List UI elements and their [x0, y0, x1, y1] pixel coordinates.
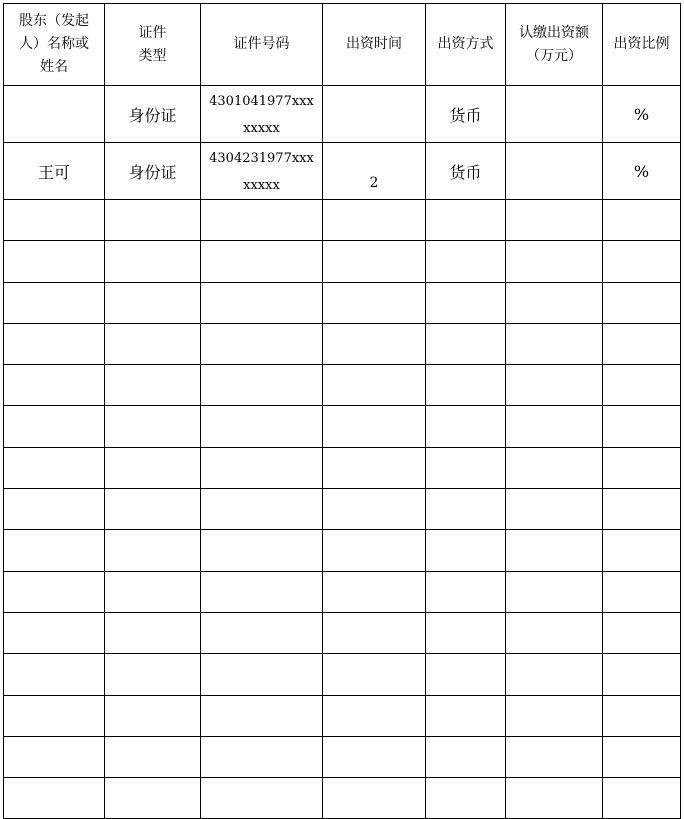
cell-contribution-method — [426, 654, 506, 695]
header-line: 人）名称或 — [19, 36, 89, 52]
cell-id-type — [105, 282, 201, 323]
empty-table-row — [4, 654, 681, 695]
table-row — [4, 86, 681, 143]
header-line: 股东（发起 — [19, 13, 89, 29]
empty-table-row — [4, 736, 681, 777]
cell-shareholder-name — [4, 241, 105, 282]
cell-contribution-time — [323, 365, 426, 406]
cell-contribution-method — [426, 612, 506, 653]
empty-table-row — [4, 323, 681, 364]
empty-table-row — [4, 695, 681, 736]
cell-contribution-time — [323, 695, 426, 736]
cell-id-number — [201, 778, 323, 819]
cell-contribution-method — [426, 778, 506, 819]
header-row — [4, 4, 681, 86]
cell-subscribed-amount — [506, 695, 603, 736]
cell-contribution-method: 货币 — [426, 143, 506, 200]
cell-contribution-ratio — [603, 612, 681, 653]
empty-table-row — [4, 241, 681, 282]
cell-contribution-ratio — [603, 323, 681, 364]
cell-id-number — [201, 200, 323, 241]
cell-contribution-time — [323, 282, 426, 323]
cell-subscribed-amount — [506, 612, 603, 653]
header-line: 认缴出资额 — [519, 24, 589, 41]
cell-id-number — [201, 612, 323, 653]
cell-contribution-ratio — [603, 365, 681, 406]
cell-id-number — [201, 323, 323, 364]
cell-id-number — [201, 489, 323, 530]
cell-subscribed-amount — [506, 241, 603, 282]
cell-contribution-time — [323, 447, 426, 488]
header-contribution-method: 出资方式 — [426, 4, 506, 86]
header-line: （万元） — [526, 47, 582, 64]
cell-shareholder-name — [4, 323, 105, 364]
cell-contribution-ratio — [603, 571, 681, 612]
cell-subscribed-amount — [506, 571, 603, 612]
cell-shareholder-name: 王可 — [4, 143, 105, 200]
cell-id-type — [105, 241, 201, 282]
cell-contribution-time — [323, 489, 426, 530]
cell-subscribed-amount — [506, 489, 603, 530]
cell-id-type: 身份证 — [105, 86, 201, 143]
cell-contribution-method — [426, 241, 506, 282]
cell-id-type — [105, 654, 201, 695]
cell-subscribed-amount — [506, 778, 603, 819]
cell-contribution-time — [323, 778, 426, 819]
cell-id-type — [105, 571, 201, 612]
empty-table-row — [4, 365, 681, 406]
cell-contribution-ratio — [603, 530, 681, 571]
table-row — [4, 143, 681, 200]
cell-id-number — [201, 86, 323, 143]
cell-contribution-method — [426, 365, 506, 406]
cell-contribution-ratio — [603, 778, 681, 819]
empty-table-row — [4, 282, 681, 323]
empty-table-row — [4, 612, 681, 653]
cell-contribution-method — [426, 323, 506, 364]
shareholder-contribution-table — [3, 3, 681, 819]
cell-contribution-method: 货币 — [426, 86, 506, 143]
cell-contribution-time: 2 — [323, 143, 426, 200]
header-subscribed-amount — [506, 4, 603, 86]
cell-id-number — [201, 736, 323, 777]
empty-table-row — [4, 489, 681, 530]
cell-contribution-ratio — [603, 489, 681, 530]
cell-contribution-time — [323, 612, 426, 653]
id-number-line: 4304231977xxx — [209, 151, 314, 166]
cell-id-number — [201, 365, 323, 406]
cell-contribution-ratio — [603, 282, 681, 323]
cell-shareholder-name — [4, 695, 105, 736]
cell-shareholder-name — [4, 489, 105, 530]
cell-subscribed-amount — [506, 323, 603, 364]
cell-contribution-ratio — [603, 200, 681, 241]
cell-id-type — [105, 200, 201, 241]
cell-shareholder-name — [4, 778, 105, 819]
cell-id-number — [201, 695, 323, 736]
cell-id-number — [201, 654, 323, 695]
empty-table-row — [4, 200, 681, 241]
cell-subscribed-amount — [506, 447, 603, 488]
cell-contribution-method — [426, 571, 506, 612]
cell-id-type — [105, 736, 201, 777]
cell-contribution-ratio — [603, 406, 681, 447]
empty-table-row — [4, 406, 681, 447]
cell-shareholder-name — [4, 365, 105, 406]
cell-id-number — [201, 143, 323, 200]
cell-id-type — [105, 365, 201, 406]
header-line: 姓名 — [40, 59, 68, 75]
empty-table-row — [4, 778, 681, 819]
cell-contribution-ratio — [603, 695, 681, 736]
cell-id-number — [201, 447, 323, 488]
cell-contribution-time — [323, 571, 426, 612]
cell-shareholder-name — [4, 571, 105, 612]
cell-contribution-time — [323, 241, 426, 282]
cell-subscribed-amount — [506, 282, 603, 323]
cell-id-type — [105, 612, 201, 653]
cell-id-type — [105, 530, 201, 571]
empty-table-row — [4, 530, 681, 571]
cell-contribution-ratio: % — [603, 143, 681, 200]
cell-id-number — [201, 406, 323, 447]
cell-id-type — [105, 406, 201, 447]
header-shareholder-name — [4, 4, 105, 86]
cell-subscribed-amount — [506, 530, 603, 571]
cell-shareholder-name — [4, 200, 105, 241]
cell-contribution-method — [426, 406, 506, 447]
header-contribution-ratio: 出资比例 — [603, 4, 681, 86]
cell-shareholder-name — [4, 612, 105, 653]
cell-contribution-ratio — [603, 654, 681, 695]
cell-id-type — [105, 447, 201, 488]
cell-subscribed-amount — [506, 365, 603, 406]
cell-shareholder-name — [4, 654, 105, 695]
header-line: 证件 — [138, 24, 167, 41]
cell-subscribed-amount — [506, 200, 603, 241]
cell-id-number — [201, 241, 323, 282]
cell-id-type — [105, 489, 201, 530]
cell-subscribed-amount — [506, 654, 603, 695]
cell-contribution-time — [323, 654, 426, 695]
header-id-number: 证件号码 — [201, 4, 323, 86]
cell-shareholder-name — [4, 736, 105, 777]
header-contribution-time: 出资时间 — [323, 4, 426, 86]
cell-contribution-time — [323, 530, 426, 571]
cell-id-number — [201, 571, 323, 612]
cell-contribution-ratio — [603, 736, 681, 777]
cell-shareholder-name — [4, 86, 105, 143]
cell-subscribed-amount — [506, 406, 603, 447]
header-line: 类型 — [138, 47, 167, 64]
cell-subscribed-amount — [506, 143, 603, 200]
cell-contribution-time — [323, 200, 426, 241]
cell-id-type — [105, 778, 201, 819]
cell-id-number — [201, 282, 323, 323]
empty-table-row — [4, 571, 681, 612]
cell-contribution-ratio — [603, 447, 681, 488]
cell-contribution-time — [323, 86, 426, 143]
cell-shareholder-name — [4, 447, 105, 488]
cell-contribution-method — [426, 447, 506, 488]
cell-contribution-method — [426, 282, 506, 323]
cell-contribution-time — [323, 736, 426, 777]
cell-subscribed-amount — [506, 736, 603, 777]
cell-contribution-method — [426, 736, 506, 777]
id-number-line: xxxxx — [243, 178, 280, 193]
empty-table-row — [4, 447, 681, 488]
cell-subscribed-amount — [506, 86, 603, 143]
header-id-type — [105, 4, 201, 86]
id-number-line: 4301041977xxx — [209, 94, 314, 109]
cell-shareholder-name — [4, 406, 105, 447]
cell-contribution-ratio: % — [603, 86, 681, 143]
cell-contribution-method — [426, 530, 506, 571]
cell-shareholder-name — [4, 282, 105, 323]
cell-contribution-time — [323, 406, 426, 447]
cell-shareholder-name — [4, 530, 105, 571]
cell-contribution-ratio — [603, 241, 681, 282]
cell-contribution-method — [426, 695, 506, 736]
cell-contribution-time — [323, 323, 426, 364]
cell-contribution-method — [426, 200, 506, 241]
id-number-line: xxxxx — [243, 121, 280, 136]
cell-id-number — [201, 530, 323, 571]
cell-contribution-method — [426, 489, 506, 530]
cell-id-type — [105, 323, 201, 364]
cell-id-type: 身份证 — [105, 143, 201, 200]
cell-id-type — [105, 695, 201, 736]
